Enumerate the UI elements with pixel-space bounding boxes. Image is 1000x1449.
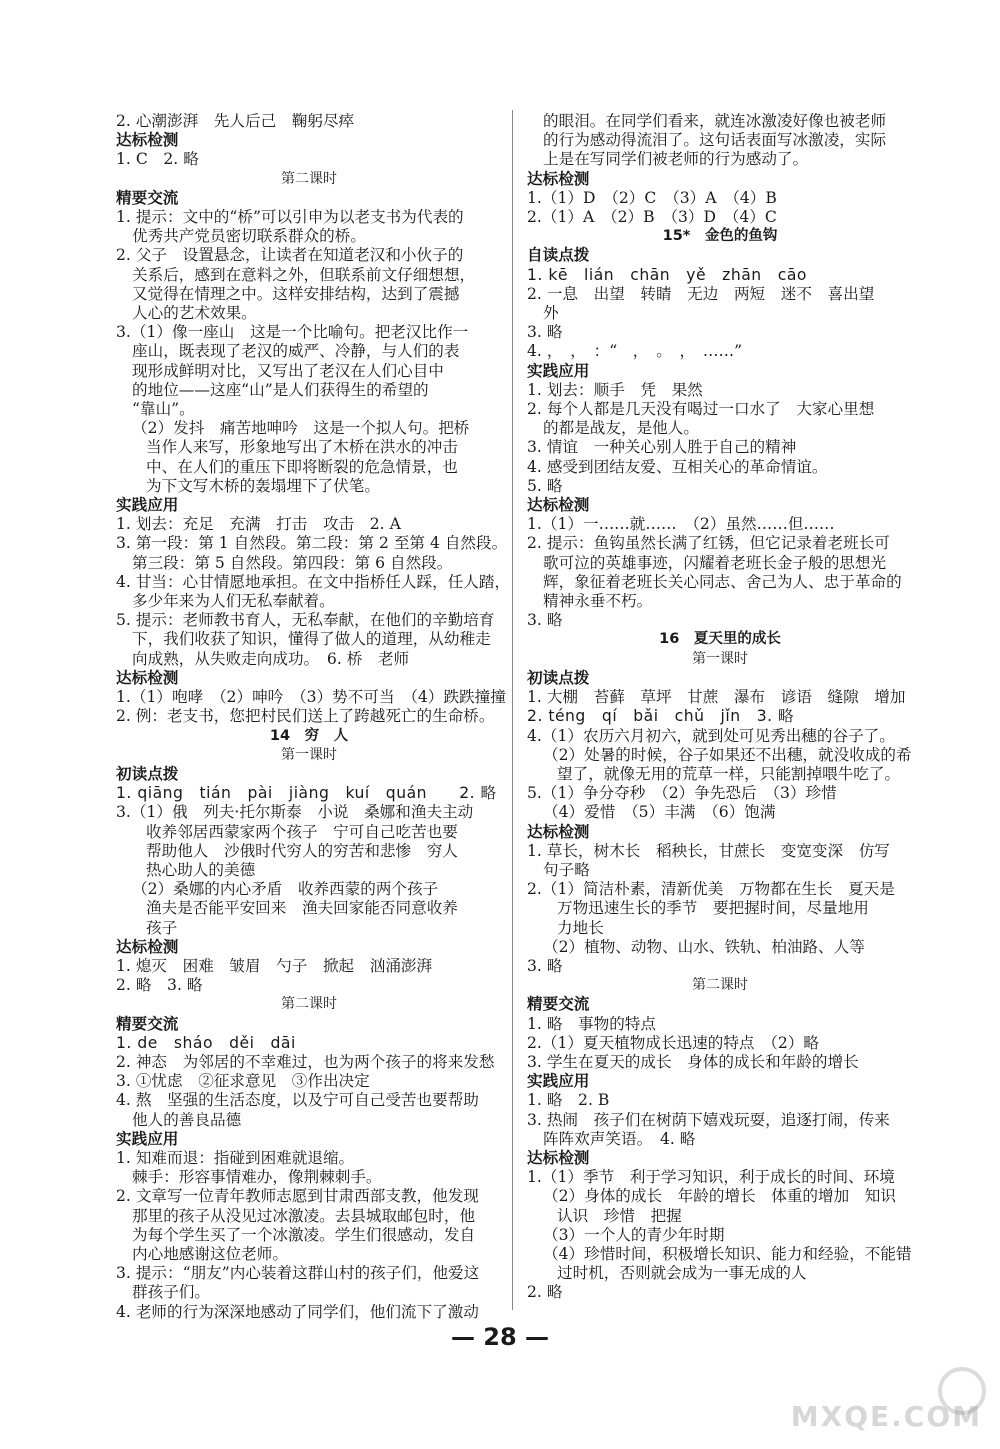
answer-line: 2.（1）夏天植物成长迅速的特点 （2）略 bbox=[527, 1033, 820, 1052]
answer-line: 当作人来写，形象地写出了木桥在洪水的冲击 bbox=[146, 438, 458, 457]
answer-line: 2. téng qí bǎi chǔ jǐn 3. 略 bbox=[527, 707, 795, 726]
answer-line: （2）桑娜的内心矛盾 收养西蒙的两个孩子 bbox=[132, 880, 439, 899]
section-heading: 达标检测 bbox=[116, 937, 179, 956]
answer-line: 中、在人们的重压下即将断裂的危急情景，也 bbox=[146, 457, 458, 476]
answer-line: （3）一个人的青少年时期 bbox=[543, 1225, 725, 1244]
answer-line: 外 bbox=[543, 304, 559, 323]
answer-line: 3. 第一段：第 1 自然段。第二段：第 2 至第 4 自然段。 bbox=[116, 534, 508, 553]
section-heading: 精要交流 bbox=[116, 188, 179, 207]
answer-line: （4）爱惜 （5）丰满 （6）饱满 bbox=[543, 803, 776, 822]
answer-line: 2. 一息 出望 转睛 无边 两短 迷不 喜出望 bbox=[527, 284, 875, 303]
answer-line: 1.（1）季节 利于学习知识，利于成长的时间、环境 bbox=[527, 1168, 895, 1187]
answer-line: 2. 提示：鱼钩虽然长满了红锈，但它记录着老班长可 bbox=[527, 534, 890, 553]
answer-line: 3. 情谊 一种关心别人胜于自己的精神 bbox=[527, 438, 797, 457]
answer-line: （2）处暑的时候，谷子如果还不出穗，就没收成的希 bbox=[543, 745, 912, 764]
answer-line: 渔夫是否能平安回来 渔夫回家能否同意收养 bbox=[146, 899, 458, 918]
lesson-title: 16 夏天里的成长 bbox=[659, 631, 781, 648]
answer-line: 3.（1）俄 列夫·托尔斯泰 小说 桑娜和渔夫主动 bbox=[116, 803, 474, 822]
answer-line: 2. 神态 为邻居的不幸难过，也为两个孩子的将来发愁 bbox=[116, 1052, 495, 1071]
answer-line: 孩子 bbox=[146, 918, 178, 937]
answer-line: 第三段：第 5 自然段。第四段：第 6 自然段。 bbox=[132, 553, 453, 572]
answer-line: 帮助他人 沙俄时代穷人的穷苦和悲惨 穷人 bbox=[146, 841, 458, 860]
answer-line: 下，我们收获了知识，懂得了做人的道理，从幼稚走 bbox=[132, 630, 491, 649]
answer-line: 的地位——这座“山”是人们获得生的希望的 bbox=[132, 380, 429, 399]
answer-line: 的都是战友，是他人。 bbox=[543, 419, 699, 438]
answer-line: （2）植物、动物、山水、铁轨、柏油路、人等 bbox=[543, 937, 865, 956]
answer-line: 多少年来为人们无私奉献着。 bbox=[132, 592, 335, 611]
answer-line: （4）珍惜时间，积极增长知识、能力和经验，不能错 bbox=[543, 1244, 912, 1263]
lesson-title: 15* 金色的鱼钩 bbox=[662, 228, 778, 245]
answer-line: 3. 热闹 孩子们在树荫下嬉戏玩耍，追逐打闹，传来 bbox=[527, 1110, 890, 1129]
class-period-title: 第二课时 bbox=[692, 977, 748, 994]
page-number: — 28 — bbox=[450, 1323, 550, 1351]
section-heading: 实践应用 bbox=[116, 1129, 179, 1148]
section-heading: 初读点拨 bbox=[116, 764, 179, 783]
answer-line: 阵阵欢声笑语。 4. 略 bbox=[543, 1129, 696, 1148]
answer-line: 歌可泣的英雄事迹，闪耀着老班长金子般的思想光 bbox=[543, 553, 887, 572]
answer-line: 1. 略 2. B bbox=[527, 1091, 610, 1110]
section-heading: 达标检测 bbox=[116, 668, 179, 687]
answer-line: 向成熟，从失败走向成功。 6. 桥 老师 bbox=[132, 649, 410, 668]
answer-line: 1. 草长，树木长 稻秧长，甘蔗长 变宽变深 仿写 bbox=[527, 841, 890, 860]
answer-line: 1. 熄灭 困难 皱眉 勺子 掀起 汹涌澎湃 bbox=[116, 956, 433, 975]
section-heading: 达标检测 bbox=[527, 1148, 590, 1167]
section-heading: 初读点拨 bbox=[527, 668, 590, 687]
answer-line: 群孩子们。 bbox=[132, 1283, 210, 1302]
answer-line: 4. 甘当：心甘情愿地承担。在文中指桥任人踩，任人踏， bbox=[116, 572, 511, 591]
section-heading: 精要交流 bbox=[116, 1014, 179, 1033]
answer-line: 1. C 2. 略 bbox=[116, 150, 199, 169]
answer-line: 5. 提示：老师教书育人，无私奉献，在他们的辛勤培育 bbox=[116, 611, 495, 630]
answer-line: 1. 划去：充足 充满 打击 攻击 2. A bbox=[116, 515, 401, 534]
section-heading: 达标检测 bbox=[116, 131, 179, 150]
answer-line: 那里的孩子从没见过冰激凌。去县城取邮包时，他 bbox=[132, 1206, 476, 1225]
class-period-title: 第二课时 bbox=[281, 996, 337, 1013]
section-heading: 自读点拨 bbox=[527, 246, 590, 265]
answer-line: 精神永垂不朽。 bbox=[543, 592, 653, 611]
answer-line: 又觉得在情理之中。这样安排结构，达到了震撼 bbox=[132, 284, 460, 303]
answer-line: 3.（1）像一座山 这是一个比喻句。把老汉比作一 bbox=[116, 323, 469, 342]
right-column bbox=[527, 112, 913, 1303]
answer-line: 的行为感动得流泪了。这句话表面写冰激凌，实际 bbox=[543, 131, 887, 150]
answer-line: 2. 父子 设置悬念，让读者在知道老汉和小伙子的 bbox=[116, 246, 464, 265]
lesson-title: 14 穷 人 bbox=[269, 727, 349, 744]
answer-line: 1.（1）咆哮 （2）呻吟 （3）势不可当 （4）跌跌撞撞 bbox=[116, 688, 506, 707]
answer-line: 3. 略 bbox=[527, 956, 563, 975]
answer-line: 座山，既表现了老汉的威严、冷静，与人们的表 bbox=[132, 342, 460, 361]
answer-line: 力地长 bbox=[557, 918, 604, 937]
answer-line: 3. 略 bbox=[527, 323, 563, 342]
answer-line: 过时机，否则就会成为一事无成的人 bbox=[557, 1264, 807, 1283]
answer-line: 2.（1）A （2）B （3）D （4）C bbox=[527, 208, 777, 227]
answer-line: 1. de sháo děi dāi bbox=[116, 1033, 296, 1052]
answer-line: 收养邻居西蒙家两个孩子 宁可自己吃苦也要 bbox=[146, 822, 458, 841]
answer-line: 万物迅速生长的季节 要把握时间，尽量地用 bbox=[557, 899, 869, 918]
answer-line: 1. 提示：文中的“桥”可以引申为以老支书为代表的 bbox=[116, 208, 464, 227]
answer-line: 4. 老师的行为深深地感动了同学们，他们流下了激动 bbox=[116, 1302, 479, 1321]
answer-line: 关系后，感到在意料之外，但联系前文仔细想想， bbox=[132, 265, 476, 284]
answer-line: 2. 略 3. 略 bbox=[116, 976, 203, 995]
answer-line: 1. 大棚 苔藓 草坪 甘蔗 瀑布 谚语 缝隙 增加 bbox=[527, 688, 906, 707]
answer-line: 棘手：形容事情难办，像荆棘刺手。 bbox=[132, 1168, 382, 1187]
class-period-title: 第一课时 bbox=[692, 650, 748, 667]
answer-line: 人心的艺术效果。 bbox=[132, 304, 257, 323]
answer-line: 3. 略 bbox=[527, 611, 563, 630]
answer-line: 3. 提示：“朋友”内心装着这群山村的孩子们，他爱这 bbox=[116, 1264, 480, 1283]
answer-line: 优秀共产党员密切联系群众的桥。 bbox=[132, 227, 366, 246]
section-heading: 实践应用 bbox=[527, 361, 590, 380]
answer-line: 4. 感受到团结友爱、互相关心的革命情谊。 bbox=[527, 457, 828, 476]
answer-line: “靠山”。 bbox=[132, 400, 195, 419]
watermark-text: MXQE.COM bbox=[790, 1400, 982, 1433]
answer-line: 2. 文章写一位青年教师志愿到甘肃西部支教，他发现 bbox=[116, 1187, 479, 1206]
answer-line: 他人的善良品德 bbox=[132, 1110, 242, 1129]
section-heading: 实践应用 bbox=[116, 496, 179, 515]
answer-line: 2.（1）简洁朴素，清新优美 万物都在生长 夏天是 bbox=[527, 880, 895, 899]
class-period-title: 第二课时 bbox=[281, 170, 337, 187]
class-period-title: 第一课时 bbox=[281, 746, 337, 763]
answer-line: 5. 略 bbox=[527, 476, 563, 495]
answer-line: 2. 心潮澎湃 先人后己 鞠躬尽瘁 bbox=[116, 112, 355, 130]
answer-line: （2）身体的成长 年龄的增长 体重的增加 知识 bbox=[543, 1187, 896, 1206]
answer-line: 现形成鲜明对比，又写出了老汉在人们心目中 bbox=[132, 361, 444, 380]
section-heading: 达标检测 bbox=[527, 496, 590, 515]
answer-line: 1.（1）D （2）C （3）A （4）B bbox=[527, 188, 777, 207]
answer-line: 1.（1）一……就…… （2）虽然……但…… bbox=[527, 515, 835, 534]
answer-line: 为每个学生买了一个冰激凌。学生们很感动，发自 bbox=[132, 1225, 476, 1244]
section-heading: 精要交流 bbox=[527, 995, 590, 1014]
section-heading: 实践应用 bbox=[527, 1072, 590, 1091]
answer-line: 2. 每个人都是几天没有喝过一口水了 大家心里想 bbox=[527, 400, 875, 419]
answer-line: 3. ①忧虑 ②征求意见 ③作出决定 bbox=[116, 1072, 370, 1091]
answer-line: 认识 珍惜 把握 bbox=[557, 1206, 682, 1225]
answer-line: 4. 熬 坚强的生活态度，以及宁可自己受苦也要帮助 bbox=[116, 1091, 479, 1110]
answer-line: 4.（1）农历六月初六，就到处可见秀出穗的谷子了。 bbox=[527, 726, 895, 745]
answer-line: 1. kē lián chān yě zhān cāo bbox=[527, 265, 807, 284]
answer-line: 1. 略 事物的特点 bbox=[527, 1014, 656, 1033]
answer-line: 望了，就像无用的荒草一样，只能割掉喂牛吃了。 bbox=[557, 764, 901, 783]
answer-line: 2. 略 bbox=[527, 1283, 563, 1302]
answer-line: 的眼泪。在同学们看来，就连冰激凌好像也被老师 bbox=[543, 112, 887, 130]
answer-line: 1. 划去：顺手 凭 果然 bbox=[527, 380, 703, 399]
answer-line: 5.（1）争分夺秒 （2）争先恐后 （3）珍惜 bbox=[527, 784, 837, 803]
left-column bbox=[116, 112, 511, 1322]
answer-line: 内心地感谢这位老师。 bbox=[132, 1244, 288, 1263]
answer-line: 为下文写木桥的轰塌埋下了伏笔。 bbox=[146, 476, 380, 495]
column-divider bbox=[512, 110, 513, 1310]
answer-line: （2）发抖 痛苦地呻吟 这是一个拟人句。把桥 bbox=[132, 419, 470, 438]
answer-line: 热心助人的美德 bbox=[146, 860, 256, 879]
answer-line: 上是在写同学们被老师的行为感动了。 bbox=[543, 150, 809, 169]
answer-line: 2. 例：老支书，您把村民们送上了跨越死亡的生命桥。 bbox=[116, 707, 495, 726]
answer-line: 4. ， ， ：“ ， 。 ， ……” bbox=[527, 342, 743, 361]
answer-line: 1. 知难而退：指碰到困难就退缩。 bbox=[116, 1148, 355, 1167]
answer-line: 3. 学生在夏天的成长 身体的成长和年龄的增长 bbox=[527, 1052, 859, 1071]
watermark-logo bbox=[790, 1353, 992, 1443]
answer-line: 辉，象征着老班长关心同志、舍己为人、忠于革命的 bbox=[543, 572, 902, 591]
answer-line: 句子略 bbox=[543, 860, 590, 879]
section-heading: 达标检测 bbox=[527, 822, 590, 841]
answer-line: 1. qiāng tián pài jiàng kuí quán 2. 略 bbox=[116, 784, 497, 803]
section-heading: 达标检测 bbox=[527, 169, 590, 188]
